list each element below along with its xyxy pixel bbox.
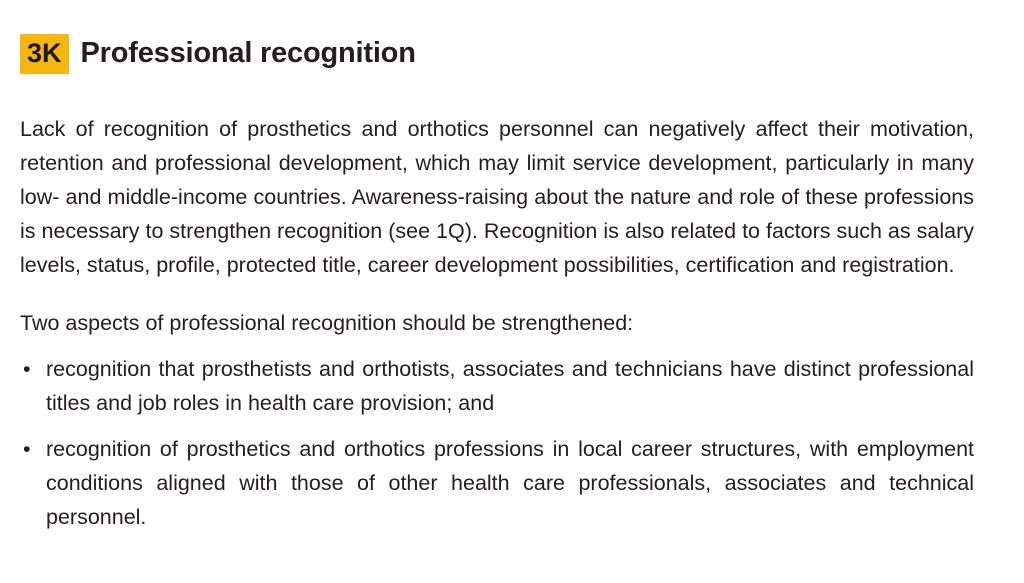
list-item	[20, 352, 974, 420]
list-item-text: recognition of prosthetics and orthotics professions in local career structures, with employment conditions aligned with those of other health care professionals, associates and technical personnel.	[46, 436, 974, 529]
bullet-icon: •	[23, 436, 31, 461]
list-item	[20, 432, 974, 534]
paragraph-spacer	[20, 286, 974, 306]
paragraph-intro: Lack of recognition of prosthetics and orthotics personnel can negatively affect their motivation, retention and professional development, which may limit service development, particularly in many low- and middle-income countries. Awareness-raising about the nature and role of these professions is necessary to strengthen recognition (see 1Q). Recognition is also related to factors such as salary levels, status, profile, protected title, career development possibilities, certification and registration.	[20, 116, 974, 277]
paragraph-lead-in: Two aspects of professional recognition should be strengthened:	[20, 310, 634, 335]
page-title: Professional recognition	[80, 37, 416, 70]
section-number-badge: 3K	[20, 34, 69, 74]
bullet-icon: •	[23, 356, 31, 381]
section-heading	[20, 18, 974, 90]
list-item-text: recognition that prosthetists and orthotists, associates and technicians have distinct professional titles and job roles in health care provision; and	[46, 356, 974, 415]
recognition-bullet-list	[20, 352, 974, 534]
